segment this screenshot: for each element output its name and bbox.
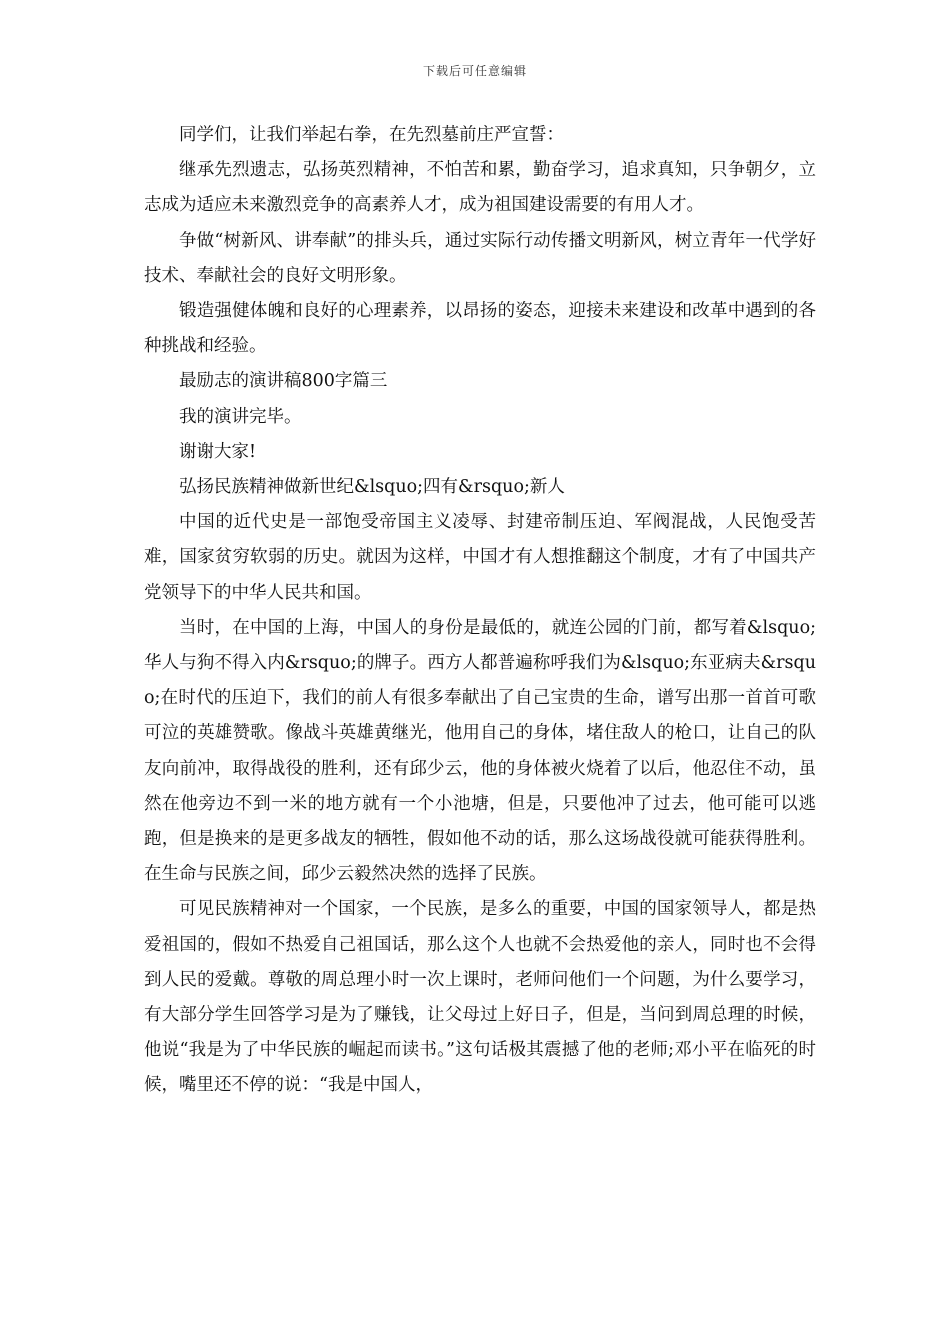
paragraph-oath-1: 继承先烈遗志，弘扬英烈精神，不怕苦和累，勤奋学习，追求真知，只争朝夕，立志成为适应未来激烈竞争的高素养人才，成为祖国建设需要的有用人才。 xyxy=(144,160,816,216)
paragraph-thanks: 谢谢大家! xyxy=(179,441,257,462)
section-heading: 最励志的演讲稿800字篇三 xyxy=(179,371,388,392)
speech-title: 弘扬民族精神做新世纪&lsquo;四有&rsquo;新人 xyxy=(179,477,565,498)
paragraph-heroes: 当时，在中国的上海，中国人的身份是最低的，就连公园的门前，都写着&lsquo;华人与狗不得入内&rsquo;的牌子。西方人都普遍称呼我们为&lsquo;东亚病夫&rsquo;在时代的压迫下，我们的前人有很多奉献出了自己宝贵的生命，谱写出那一首首可歌可泣的英雄赞歌。像战斗英雄黄继光，他用自己的身体，堵住敌人的枪口，让自己的队友向前冲，取得战役的胜利，还有邱少云，他的身体被火烧着了以后，他忍住不动，虽然在他旁边不到一米的地方就有一个小池塘，但是，只要他冲了过去，他可能可以逃跑，但是换来的是更多战友的牺牲，假如他不动的话，那么这场战役就可能获得胜利。在生命与民族之间，邱少云毅然决然的选择了民族。 xyxy=(144,617,816,885)
header-note: 下载后可任意编辑 xyxy=(422,64,527,78)
paragraph-history: 中国的近代史是一部饱受帝国主义凌辱、封建帝制压迫、军阀混战，人民饱受苦难，国家贫穷软弱的历史。就因为这样，中国才有人想推翻这个制度，才有了中国共产党领导下的中华人民共和国。 xyxy=(144,512,816,603)
paragraph-closing: 我的演讲完毕。 xyxy=(179,406,302,427)
paragraph-oath-intro: 同学们，让我们举起右拳，在先烈墓前庄严宣誓： xyxy=(179,125,564,145)
paragraph-oath-2: 争做“树新风、讲奉献”的排头兵，通过实际行动传播文明新风，树立青年一代学好技术、奉献社会的良好文明形象。 xyxy=(144,230,816,286)
paragraph-national-spirit: 可见民族精神对一个国家，一个民族，是多么的重要，中国的国家领导人，都是热爱祖国的，假如不热爱自己祖国话，那么这个人也就不会热爱他的亲人，同时也不会得到人民的爱戴。尊敬的周总理小时一次上课时，老师问他们一个问题，为什么要学习，有大部分学生回答学习是为了赚钱，让父母过上好日子，但是，当问到周总理的时候，他说“我是为了中华民族的崛起而读书。”这句话极其震撼了他的老师;邓小平在临死的时候，嘴里还不停的说：“我是中国人， xyxy=(144,899,816,1096)
document-body xyxy=(144,118,816,1104)
paragraph-oath-3: 锻造强健体魄和良好的心理素养，以昂扬的姿态，迎接未来建设和改革中遇到的各种挑战和经验。 xyxy=(144,301,816,357)
